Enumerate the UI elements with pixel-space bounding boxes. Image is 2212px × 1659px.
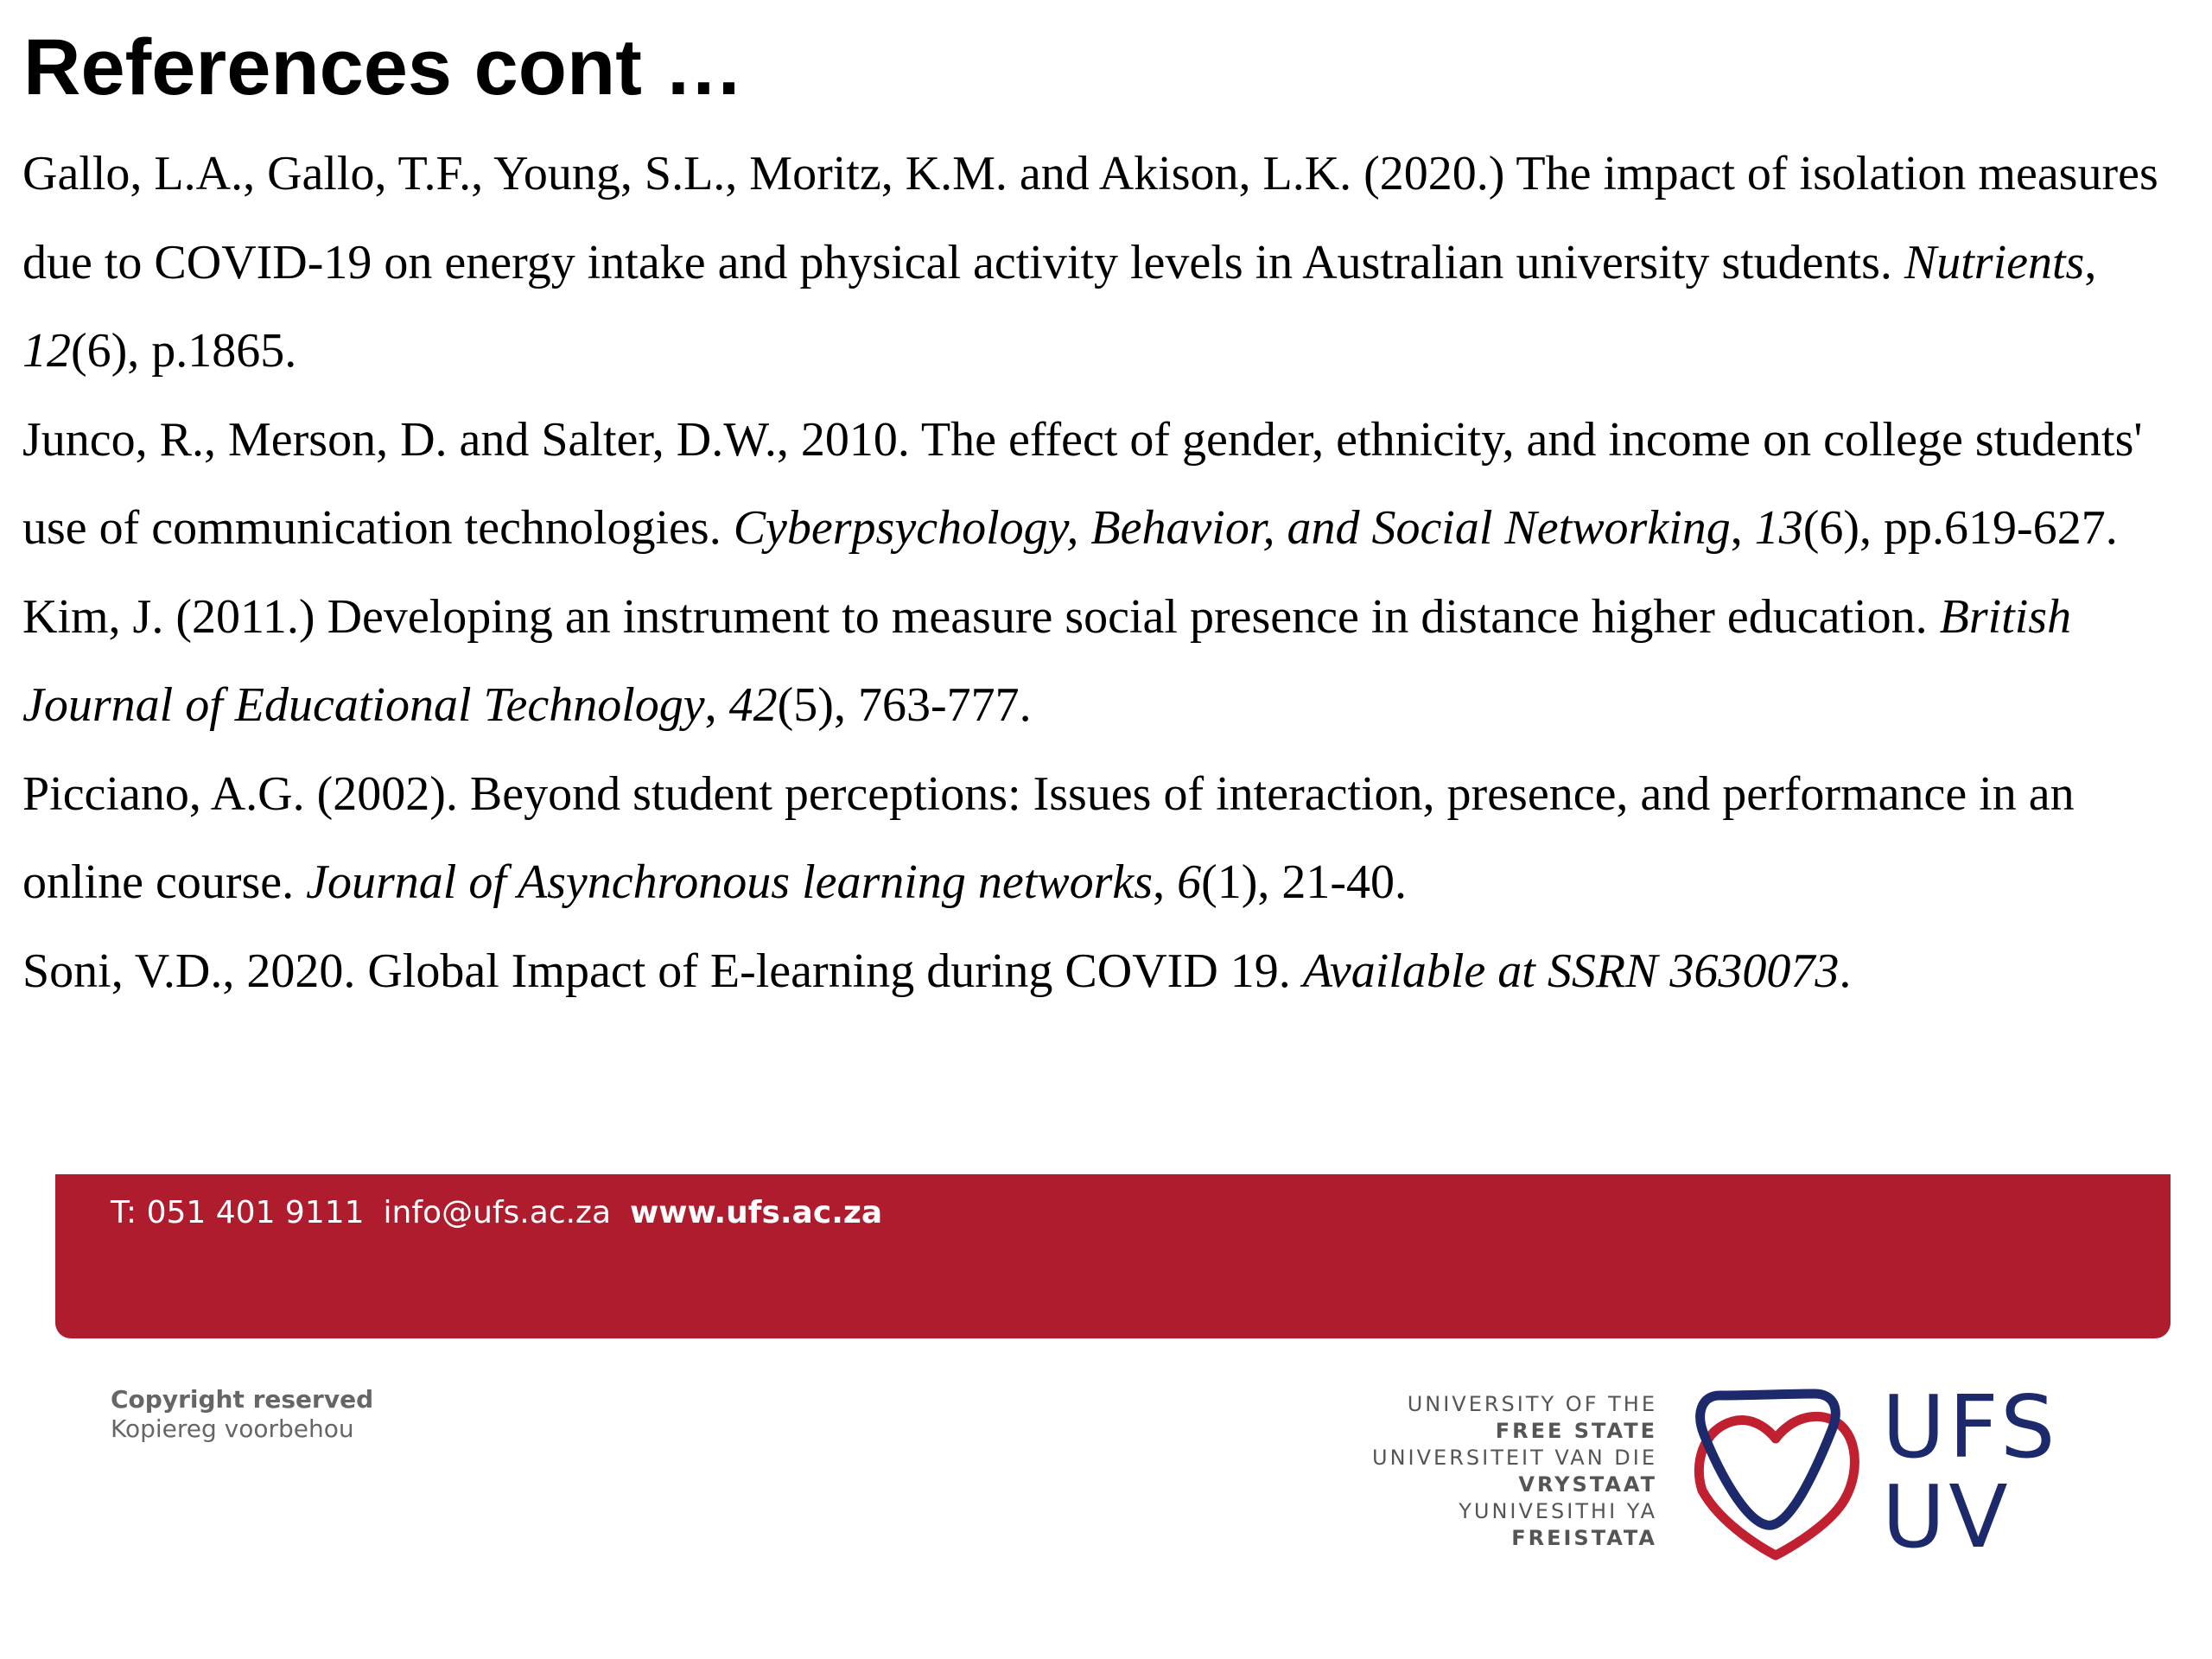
reference-issue-pages: (1), 21-40. <box>1201 855 1408 909</box>
reference-volume: 12 <box>22 324 71 378</box>
copyright-notice <box>111 1385 373 1444</box>
reference-text: Soni, V.D., 2020. Global Impact of E-learning during COVID 19. <box>22 944 1303 998</box>
reference-text: Junco, R., Merson, D. and Salter, D.W., 2010. The effect of gender, ethnicity, and income on college students' use of communication technologies. <box>22 412 2143 555</box>
reference-journal: Nutrients <box>1904 235 2085 289</box>
copyright-afrikaans: Kopiereg voorbehou <box>111 1414 354 1443</box>
reference-separator: , <box>1153 855 1178 909</box>
reference-item <box>22 396 2200 573</box>
website-link[interactable]: www.ufs.ac.za <box>630 1195 883 1230</box>
reference-item <box>22 573 2200 750</box>
reference-item <box>22 750 2200 927</box>
reference-issue-pages: (6), pp.619-627. <box>1802 501 2118 555</box>
logo-wordmark <box>1882 1376 2059 1567</box>
reference-journal: Cyberpsychology, Behavior, and Social Networking <box>733 501 1731 555</box>
logo-wordmark-ufs: UFS <box>1882 1376 2059 1478</box>
reference-journal: Available at SSRN 3630073 <box>1302 944 1840 998</box>
reference-text: Picciano, A.G. (2002). Beyond student perceptions: Issues of interaction, presence, and performance in an online course. <box>22 766 2075 909</box>
reference-journal: British Journal of Educational Technology <box>22 589 2072 732</box>
university-name-line: FREE STATE <box>1495 1419 1657 1443</box>
logo-wordmark-uv: UV <box>1882 1466 2012 1567</box>
reference-text: Gallo, L.A., Gallo, T.F., Young, S.L., Moritz, K.M. and Akison, L.K. (2020.) The impact of isolation measures due to COVID-19 on energy intake and physical activity levels in Australian university students. <box>22 147 2158 289</box>
reference-volume: 13 <box>1754 501 1803 555</box>
reference-separator: , <box>704 678 729 732</box>
university-name-block <box>1372 1391 1657 1552</box>
reference-issue-pages: (6), p.1865. <box>71 324 297 378</box>
reference-journal: Journal of Asynchronous learning networks <box>306 855 1154 909</box>
reference-volume: 42 <box>728 678 778 732</box>
reference-item <box>22 927 2200 1016</box>
university-name-line: UNIVERSITY OF THE <box>1407 1392 1657 1416</box>
university-name-line: FREISTATA <box>1511 1526 1657 1550</box>
reference-item <box>22 130 2200 396</box>
ufs-logo-icon <box>1685 1378 1866 1568</box>
reference-list <box>22 130 2200 1015</box>
reference-issue-pages: . <box>1839 944 1852 998</box>
contact-info <box>111 1192 882 1235</box>
university-name-line: YUNIVESITHI YA <box>1459 1499 1657 1523</box>
contact-phone: T: 051 401 9111 <box>111 1195 365 1230</box>
reference-separator: , <box>2084 235 2097 289</box>
contact-email-link[interactable]: info@ufs.ac.za <box>383 1195 612 1230</box>
reference-separator: , <box>1730 501 1755 555</box>
reference-volume: 6 <box>1177 855 1202 909</box>
slide-title: References cont … <box>23 23 744 111</box>
reference-text: Kim, J. (2011.) Developing an instrument to measure social presence in distance higher education. <box>22 589 1940 644</box>
reference-issue-pages: (5), 763-777. <box>777 678 1032 732</box>
university-name-line: VRYSTAAT <box>1518 1472 1657 1497</box>
footer-bar <box>55 1174 2171 1338</box>
copyright-english: Copyright reserved <box>111 1385 374 1414</box>
university-name-line: UNIVERSITEIT VAN DIE <box>1372 1446 1657 1470</box>
